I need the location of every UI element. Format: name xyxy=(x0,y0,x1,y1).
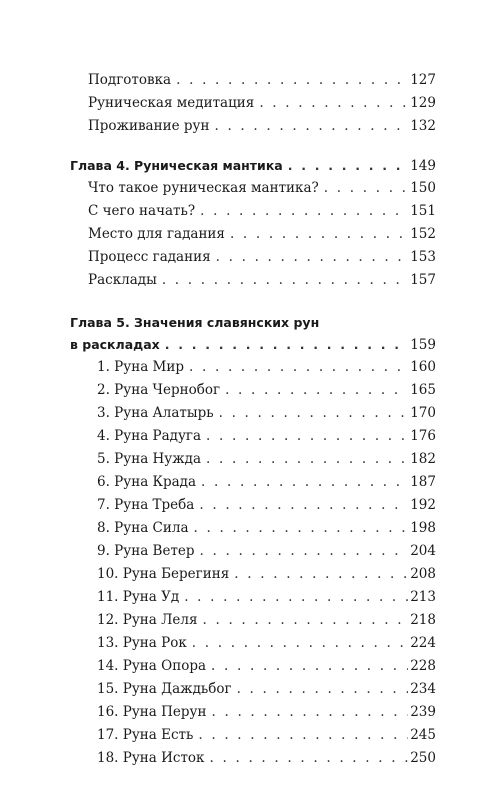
dot-leader xyxy=(201,471,408,494)
toc-entry-page: 198 xyxy=(410,520,436,536)
toc-entry-page: 151 xyxy=(410,203,436,219)
spacer xyxy=(70,138,436,154)
dot-leader xyxy=(211,655,408,678)
toc-entry xyxy=(70,223,436,246)
toc-entry-page: 176 xyxy=(410,428,436,444)
toc-entry xyxy=(70,356,436,379)
dot-leader xyxy=(206,425,408,448)
toc-entry xyxy=(70,724,436,747)
toc-entry-page: 165 xyxy=(410,382,436,398)
toc-entry xyxy=(70,494,436,517)
rune-list xyxy=(70,356,436,770)
toc-entry xyxy=(70,200,436,223)
toc-entry-page: 152 xyxy=(410,226,436,242)
dot-leader xyxy=(184,586,408,609)
dot-leader xyxy=(210,747,409,770)
dot-leader xyxy=(194,517,409,540)
toc-entry xyxy=(70,632,436,655)
chapter-page: 159 xyxy=(410,337,436,353)
toc-entry-title: 9. Руна Ветер xyxy=(97,543,195,559)
toc-entry xyxy=(70,402,436,425)
toc-entry-title: Руническая медитация xyxy=(88,95,255,111)
toc-entry xyxy=(70,177,436,200)
toc-entry-page: 218 xyxy=(410,612,436,628)
dot-leader xyxy=(234,563,408,586)
toc-entry-page: 170 xyxy=(410,405,436,421)
spacer xyxy=(70,292,436,312)
toc-entry-page: 239 xyxy=(410,704,436,720)
toc-entry-page: 250 xyxy=(410,750,436,766)
toc-entry xyxy=(70,563,436,586)
toc-entry xyxy=(70,678,436,701)
toc-entry-title: 10. Руна Берегиня xyxy=(97,566,230,582)
toc-entry-page: 245 xyxy=(410,727,436,743)
dot-leader xyxy=(214,115,408,138)
toc-entry xyxy=(70,448,436,471)
toc-entry-title: 5. Руна Нужда xyxy=(97,451,202,467)
toc-entry-title: 6. Руна Крада xyxy=(97,474,197,490)
toc-entry-title: Подготовка xyxy=(88,72,172,88)
toc-entry xyxy=(70,586,436,609)
toc-entry-title: 7. Руна Треба xyxy=(97,497,195,513)
toc-entry-title: 1. Руна Мир xyxy=(97,359,184,375)
toc-entry xyxy=(70,379,436,402)
dot-leader xyxy=(200,540,409,563)
dot-leader xyxy=(165,333,408,356)
dot-leader xyxy=(192,632,408,655)
dot-leader xyxy=(162,269,408,292)
toc-entry-title: Место для гадания xyxy=(88,226,225,242)
chapter-heading xyxy=(70,333,436,356)
chapter-page: 149 xyxy=(410,158,436,174)
toc-entry-title: 2. Руна Чернобог xyxy=(97,382,221,398)
toc-entry xyxy=(70,425,436,448)
toc-entry-title: 4. Руна Радуга xyxy=(97,428,202,444)
toc-entry-page: 228 xyxy=(410,658,436,674)
toc-entry-title: 18. Руна Исток xyxy=(97,750,205,766)
dot-leader xyxy=(288,154,408,177)
toc-entry-title: Процесс гадания xyxy=(88,249,211,265)
toc-entry xyxy=(70,701,436,724)
toc-entry xyxy=(70,115,436,138)
toc-entry-page: 187 xyxy=(410,474,436,490)
toc-entry xyxy=(70,517,436,540)
chapter-heading-line1 xyxy=(70,312,436,333)
toc-entry-page: 127 xyxy=(410,72,436,88)
dot-leader xyxy=(216,246,409,269)
toc-entry-page: 192 xyxy=(410,497,436,513)
toc-entry-page: 160 xyxy=(410,359,436,375)
dot-leader xyxy=(206,448,408,471)
toc-entry-title: 11. Руна Уд xyxy=(97,589,180,605)
toc-entry-title: 17. Руна Есть xyxy=(97,727,194,743)
dot-leader xyxy=(200,200,408,223)
toc-entry xyxy=(70,69,436,92)
toc-entry xyxy=(70,540,436,563)
toc-entry xyxy=(70,246,436,269)
toc-entry xyxy=(70,747,436,770)
toc-entry-page: 234 xyxy=(410,681,436,697)
dot-leader xyxy=(176,69,408,92)
toc-entry xyxy=(70,655,436,678)
toc-entry-page: 129 xyxy=(410,95,436,111)
toc-entry-title: 14. Руна Опора xyxy=(97,658,207,674)
toc-entry-page: 150 xyxy=(410,180,436,196)
dot-leader xyxy=(230,223,408,246)
toc-entry-title: 16. Руна Перун xyxy=(97,704,207,720)
table-of-contents xyxy=(70,69,436,770)
chapter-title: Глава 5. Значения славянских рун xyxy=(70,315,320,330)
toc-entry-page: 213 xyxy=(410,589,436,605)
toc-entry-title: 8. Руна Сила xyxy=(97,520,189,536)
chapter-heading xyxy=(70,154,436,177)
dot-leader xyxy=(198,724,408,747)
toc-entry-page: 153 xyxy=(410,249,436,265)
dot-leader xyxy=(225,379,408,402)
toc-entry-page: 204 xyxy=(410,543,436,559)
toc-entry-title: 15. Руна Даждьбог xyxy=(97,681,232,697)
toc-entry-page: 224 xyxy=(410,635,436,651)
toc-entry-page: 182 xyxy=(410,451,436,467)
toc-entry-page: 157 xyxy=(410,272,436,288)
toc-entry-title: Расклады xyxy=(88,272,157,288)
toc-entry-title: Что такое руническая мантика? xyxy=(88,180,319,196)
dot-leader xyxy=(202,609,408,632)
toc-entry-title: С чего начать? xyxy=(88,203,196,219)
dot-leader xyxy=(189,356,408,379)
dot-leader xyxy=(211,701,408,724)
dot-leader xyxy=(237,678,409,701)
chapter-title-cont: в раскладах xyxy=(70,337,160,352)
dot-leader xyxy=(199,494,408,517)
toc-entry-title: 3. Руна Алатырь xyxy=(97,405,214,421)
toc-entry-page: 132 xyxy=(410,118,436,134)
toc-entry-title: 12. Руна Леля xyxy=(97,612,198,628)
toc-entry-title: Проживание рун xyxy=(88,118,210,134)
dot-leader xyxy=(324,177,408,200)
toc-entry-page: 208 xyxy=(410,566,436,582)
toc-entry-title: 13. Руна Рок xyxy=(97,635,187,651)
toc-entry xyxy=(70,471,436,494)
dot-leader xyxy=(259,92,408,115)
toc-entry xyxy=(70,609,436,632)
chapter-title: Глава 4. Руническая мантика xyxy=(70,158,283,173)
toc-entry xyxy=(70,269,436,292)
dot-leader xyxy=(219,402,409,425)
toc-entry xyxy=(70,92,436,115)
